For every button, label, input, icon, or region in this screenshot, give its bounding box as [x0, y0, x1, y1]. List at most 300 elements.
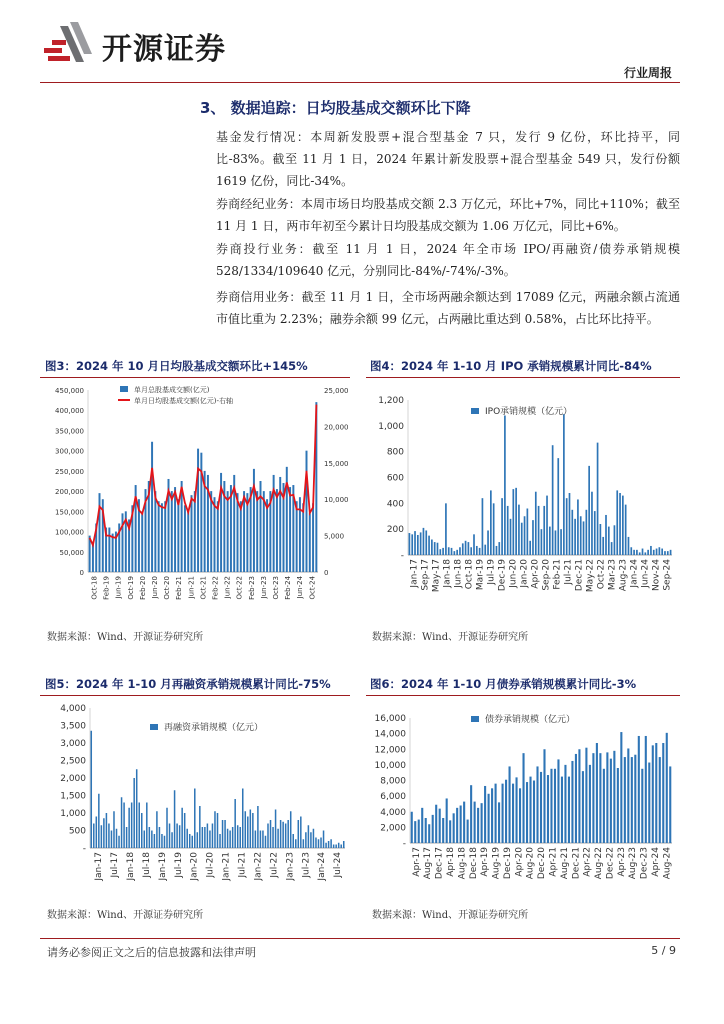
- bar: [453, 551, 455, 555]
- bar: [302, 503, 304, 572]
- bar: [566, 498, 568, 555]
- bar: [418, 820, 420, 843]
- y-tick-label: 600: [386, 473, 404, 484]
- x-tick-label: Apr-19: [480, 846, 491, 877]
- bar: [239, 827, 241, 848]
- x-tick-label: Jul-20: [205, 851, 216, 878]
- bar: [240, 501, 242, 572]
- bar: [488, 794, 490, 843]
- legend-swatch-bar: [120, 386, 128, 392]
- x-tick-label: Dec-21: [574, 559, 585, 592]
- bar: [113, 811, 115, 848]
- y2-tick-label: 0: [324, 569, 329, 577]
- bar: [636, 550, 638, 555]
- x-tick-label: Apr-23: [616, 846, 627, 877]
- bar: [262, 831, 264, 849]
- bar: [515, 777, 517, 843]
- bar: [309, 513, 311, 572]
- bar: [428, 824, 430, 843]
- x-tick-label: Jan-21: [221, 852, 232, 881]
- y-tick-label: 4,000: [380, 807, 406, 818]
- bar: [656, 549, 658, 555]
- figure-5-rule: [40, 695, 350, 696]
- bar: [417, 535, 419, 555]
- bar: [323, 831, 325, 849]
- paragraph-fund: 基金发行情况：本周新发股票+混合型基金 7 只，发行 9 亿份，环比持平，同比-83%。截至 11 月 1 日，2024 年累计新发股票+混合型基金 549 只，发行份额 1619 亿份，同比-34%。: [216, 130, 680, 188]
- x-tick-label: Jun-21: [187, 576, 196, 599]
- x-tick-label: Dec-22: [605, 846, 616, 880]
- bar: [310, 832, 312, 848]
- page-number: 5 / 9: [651, 944, 676, 957]
- y-tick-label: 2,000: [380, 823, 406, 834]
- x-tick-label: Apr-20: [530, 559, 541, 589]
- bar: [227, 829, 229, 848]
- bar: [118, 836, 120, 848]
- y-tick-label: 150,000: [55, 508, 84, 517]
- bar: [437, 543, 439, 555]
- bar: [575, 754, 577, 843]
- x-tick-label: Jan-20: [519, 559, 530, 588]
- bar: [159, 827, 161, 848]
- paragraph-credit: 券商信用业务：截至 11 月 1 日，全市场两融余额达到 17089 亿元，两融余额占流通市值比重为 2.23%；融券余额 99 亿元，占两融比重达到 0.58%，占比环比持平。: [216, 290, 680, 326]
- figure-3-title: 图3：2024 年 10 月日均股基成交额环比+145%: [45, 359, 308, 373]
- bar: [592, 753, 594, 843]
- bar: [460, 806, 462, 844]
- bar: [642, 549, 644, 555]
- figure-3-rule: [40, 377, 350, 378]
- bar: [318, 839, 320, 848]
- x-tick-label: Apr-17: [411, 847, 422, 877]
- bar: [156, 811, 158, 848]
- bar: [154, 834, 156, 848]
- x-tick-label: Dec-23: [639, 846, 650, 880]
- bar: [502, 784, 504, 843]
- bar: [177, 499, 179, 572]
- bar: [611, 542, 613, 555]
- x-tick-label: Jun-22: [223, 575, 232, 599]
- bar: [603, 769, 605, 843]
- bar: [141, 511, 143, 572]
- bar: [234, 799, 236, 848]
- legend-label: IPO承销规模（亿元）: [485, 407, 573, 417]
- bar: [202, 827, 204, 848]
- y-tick-label: 0: [79, 569, 84, 577]
- bar: [628, 537, 630, 555]
- bar: [582, 771, 584, 843]
- x-tick-label: Jul-22: [269, 852, 280, 878]
- bar: [270, 820, 272, 848]
- bar: [456, 808, 458, 843]
- x-tick-label: Aug-20: [525, 846, 536, 880]
- bar: [425, 818, 427, 843]
- bar: [186, 829, 188, 848]
- bar: [435, 805, 437, 843]
- x-tick-label: Apr-20: [514, 846, 525, 877]
- bar: [280, 820, 282, 848]
- figure-6-source: 数据来源：Wind、开源证券研究所: [372, 910, 529, 921]
- bar: [181, 808, 183, 848]
- bar: [257, 806, 259, 848]
- x-tick-label: Jan-18: [125, 851, 136, 881]
- bar: [209, 831, 211, 849]
- bar: [411, 534, 413, 555]
- bar: [608, 527, 610, 555]
- bar: [252, 813, 254, 848]
- x-tick-label: Feb-19: [102, 576, 111, 600]
- x-tick-label: Oct-18: [90, 576, 99, 600]
- bar: [93, 824, 95, 849]
- bar: [237, 825, 239, 848]
- bar: [292, 834, 294, 848]
- x-tick-label: Sep-20: [541, 559, 552, 591]
- bar: [518, 505, 520, 555]
- bar: [411, 812, 413, 843]
- legend-label: 再融资承销规模（亿元）: [164, 723, 264, 733]
- bar: [442, 818, 444, 843]
- series-line: [90, 405, 317, 545]
- bar: [519, 788, 521, 843]
- bar: [191, 495, 193, 572]
- x-tick-label: Jan-18: [442, 559, 453, 588]
- bar: [580, 516, 582, 555]
- bar: [554, 769, 556, 843]
- bar: [333, 845, 335, 849]
- bar: [498, 542, 500, 555]
- bar: [138, 803, 140, 849]
- y2-tick-label: 20,000: [324, 423, 349, 432]
- x-tick-label: Jun-20: [508, 559, 519, 588]
- x-tick-label: May-22: [585, 559, 596, 593]
- bar: [217, 813, 219, 848]
- bar: [164, 501, 166, 572]
- bar: [194, 789, 196, 849]
- x-tick-label: Jul-24: [333, 851, 344, 878]
- bar: [614, 525, 616, 555]
- bar: [101, 825, 103, 848]
- bar: [305, 832, 307, 848]
- bar: [613, 751, 615, 843]
- y-tick-label: 450,000: [55, 387, 84, 395]
- bar: [149, 827, 151, 848]
- figure-4-title: 图4：2024 年 1-10 月 IPO 承销规模累计同比-84%: [370, 359, 652, 373]
- x-tick-label: Feb-20: [138, 576, 147, 600]
- bar: [184, 505, 186, 572]
- bar: [634, 755, 636, 843]
- bar: [617, 768, 619, 843]
- x-tick-label: Apr-18: [446, 847, 457, 877]
- bar: [527, 509, 529, 556]
- footer-rule: [40, 938, 680, 939]
- bar: [210, 491, 212, 572]
- bar: [496, 546, 498, 555]
- bar: [543, 749, 545, 843]
- bar: [207, 824, 209, 849]
- bar: [622, 496, 624, 555]
- bar: [91, 731, 93, 848]
- bar: [287, 820, 289, 848]
- x-tick-label: Jun-23: [259, 575, 268, 599]
- bar: [470, 547, 472, 555]
- bar: [535, 492, 537, 555]
- bar: [343, 841, 345, 848]
- bar: [434, 542, 436, 555]
- bar: [229, 831, 231, 849]
- bar: [585, 510, 587, 555]
- bar: [276, 489, 278, 572]
- bar: [204, 827, 206, 848]
- bar: [495, 784, 497, 843]
- y-tick-label: 100,000: [55, 528, 84, 537]
- x-tick-label: Apr-21: [548, 847, 559, 877]
- bar: [541, 529, 543, 555]
- bar: [146, 803, 148, 849]
- bar: [661, 549, 663, 555]
- bar: [432, 815, 434, 843]
- bar: [144, 831, 146, 849]
- figure-5-chart: [40, 698, 355, 898]
- x-tick-label: Oct-20: [163, 576, 172, 600]
- bar: [266, 499, 268, 572]
- footer-disclaimer: 请务必参阅正文之后的信息披露和法律声明: [47, 946, 256, 959]
- report-type: 行业周报: [623, 66, 672, 80]
- y-tick-label: 500: [68, 826, 86, 837]
- bar: [610, 759, 612, 843]
- y-tick-label: 800: [386, 447, 404, 458]
- bar: [462, 543, 464, 555]
- bar: [563, 414, 565, 555]
- bar: [484, 786, 486, 843]
- figure-5-title: 图5：2024 年 1-10 月再融资承销规模累计同比-75%: [45, 677, 331, 691]
- y-tick-label: 250,000: [55, 467, 84, 476]
- x-tick-label: Aug-22: [594, 847, 605, 880]
- bar: [647, 550, 649, 555]
- bar: [166, 808, 168, 848]
- x-tick-label: Jun-19: [114, 576, 123, 599]
- bar: [574, 519, 576, 555]
- bar: [126, 827, 128, 848]
- bar: [670, 550, 672, 555]
- bar: [245, 811, 247, 848]
- bar: [260, 481, 262, 572]
- bar: [265, 836, 267, 848]
- bar: [509, 766, 511, 843]
- bar: [300, 817, 302, 849]
- x-tick-label: Jan-24: [629, 559, 640, 588]
- bar: [543, 506, 545, 555]
- bar: [256, 491, 258, 572]
- x-tick-label: Aug-21: [559, 847, 570, 880]
- bar: [522, 753, 524, 843]
- bar: [232, 827, 234, 848]
- bar: [108, 824, 110, 849]
- bar: [482, 498, 484, 555]
- bar: [546, 496, 548, 555]
- bar: [571, 510, 573, 555]
- bar: [212, 824, 214, 849]
- bar: [561, 777, 563, 843]
- x-tick-label: Mar-19: [475, 559, 486, 591]
- bar: [564, 765, 566, 843]
- x-tick-label: Jan-23: [285, 851, 296, 881]
- bar: [176, 824, 178, 849]
- x-tick-label: Jun-20: [151, 576, 160, 599]
- bar: [479, 548, 481, 555]
- x-tick-label: May-17: [431, 559, 442, 593]
- bar: [529, 541, 531, 555]
- bar: [463, 802, 465, 843]
- bar: [154, 491, 156, 572]
- x-tick-label: Mar-23: [607, 559, 618, 591]
- bar: [533, 781, 535, 844]
- bar: [549, 527, 551, 555]
- bar: [409, 533, 411, 555]
- bar: [313, 829, 315, 848]
- bar: [335, 845, 337, 849]
- legend-label: 债券承销规模（亿元）: [485, 715, 576, 725]
- x-tick-label: Jan-22: [253, 851, 264, 881]
- bar: [227, 491, 229, 572]
- bar: [605, 515, 607, 555]
- bar: [112, 534, 114, 572]
- legend-label: 单月日均股基成交额(亿元)-右轴: [134, 397, 233, 405]
- y-tick-label: 300,000: [55, 447, 84, 456]
- legend-swatch-bar: [471, 716, 479, 722]
- paragraph-brokerage: 券商经纪业务：本周市场日均股基成交额 2.3 万亿元，环比+7%，同比+110%；截至 11 月 1 日，两市年初至今累计日均股基成交额为 1.06 万亿元，同比+6%。: [216, 197, 680, 233]
- bar: [308, 825, 310, 848]
- bar: [481, 803, 483, 843]
- bar: [116, 829, 118, 848]
- bar: [108, 528, 110, 572]
- bar: [529, 777, 531, 843]
- bar: [589, 765, 591, 843]
- y-tick-label: 12,000: [374, 745, 406, 756]
- bar: [158, 501, 160, 572]
- bar: [325, 843, 327, 848]
- bar: [577, 499, 579, 555]
- bar: [330, 839, 332, 848]
- header-rule: [40, 82, 680, 83]
- y-tick-label: 50,000: [59, 548, 84, 557]
- bar: [602, 537, 604, 555]
- legend-swatch-bar: [150, 724, 158, 730]
- bar: [588, 466, 590, 555]
- bar: [650, 546, 652, 555]
- x-tick-label: Dec-17: [434, 847, 445, 880]
- bar: [645, 736, 647, 843]
- bar: [306, 451, 308, 572]
- bar: [507, 506, 509, 555]
- bar: [536, 766, 538, 843]
- bar: [638, 736, 640, 843]
- bar: [571, 761, 573, 843]
- bar: [197, 832, 199, 848]
- y-tick-label: 16,000: [374, 714, 406, 724]
- bar: [491, 788, 493, 843]
- bar: [121, 797, 123, 848]
- y-tick-label: 1,000: [60, 809, 86, 819]
- bar: [222, 820, 224, 848]
- bar: [219, 834, 221, 848]
- bar: [161, 834, 163, 848]
- y-tick-label: 6,000: [380, 792, 406, 803]
- x-tick-label: Feb-21: [175, 576, 184, 600]
- bar: [122, 513, 124, 572]
- bar: [189, 834, 191, 848]
- x-tick-label: Jul-23: [301, 852, 312, 878]
- bar: [255, 831, 257, 849]
- bar: [560, 529, 562, 555]
- y2-tick-label: 15,000: [324, 459, 349, 468]
- x-tick-label: Aug-18: [457, 847, 468, 880]
- x-tick-label: Dec-20: [537, 847, 548, 880]
- bar: [655, 743, 657, 843]
- bar: [630, 547, 632, 555]
- bar: [470, 785, 472, 843]
- bar: [164, 836, 166, 848]
- bar: [477, 808, 479, 843]
- x-tick-label: Jul-18: [141, 852, 152, 878]
- x-tick-label: Apr-22: [582, 847, 593, 877]
- y-tick-label: 2,500: [60, 756, 86, 767]
- bar: [141, 813, 143, 848]
- x-tick-label: Oct-18: [464, 559, 475, 590]
- x-tick-label: Sep-17: [420, 559, 431, 591]
- bar: [340, 845, 342, 849]
- bar: [425, 530, 427, 555]
- bar: [290, 811, 292, 848]
- bar: [639, 552, 641, 555]
- bar: [295, 839, 297, 848]
- y-tick-label: 3,000: [60, 739, 86, 749]
- figure-6-chart: [366, 698, 680, 898]
- bar: [194, 491, 196, 572]
- bar: [524, 516, 526, 555]
- bar: [596, 743, 598, 843]
- bar: [171, 832, 173, 848]
- bar: [600, 524, 602, 555]
- x-tick-label: Oct-24: [308, 575, 317, 600]
- paragraph-ib: 券商投行业务：截至 11 月 1 日，2024 年全市场 IPO/再融资/债券承销规模 528/1334/109640 亿元，分别同比-84%/-74%/-3%。: [216, 242, 680, 278]
- x-tick-label: Aug-17: [423, 847, 434, 880]
- bar: [243, 491, 245, 572]
- logo-text: 开源证券: [102, 32, 226, 67]
- bar: [465, 541, 467, 555]
- bar: [583, 521, 585, 555]
- bar: [421, 808, 423, 843]
- y-tick-label: 8,000: [380, 776, 406, 787]
- x-tick-label: Feb-23: [247, 575, 256, 600]
- legend-label: 单月总股基成交额(亿元): [134, 386, 210, 394]
- logo-mark-icon: [40, 18, 100, 68]
- bar: [103, 818, 105, 848]
- y-tick-label: 4,000: [60, 704, 86, 714]
- bar: [667, 551, 669, 555]
- bar: [594, 511, 596, 555]
- bar: [578, 749, 580, 843]
- bar: [456, 550, 458, 555]
- bar: [597, 443, 599, 555]
- bar: [498, 802, 500, 843]
- x-tick-label: Oct-19: [126, 576, 135, 600]
- bar: [439, 549, 441, 555]
- y-tick-label: 10,000: [374, 760, 406, 771]
- y-tick-label: 200,000: [55, 488, 84, 497]
- y-tick-label: -: [82, 844, 86, 854]
- bar: [169, 824, 171, 849]
- bar: [476, 546, 478, 555]
- figure-4-rule: [366, 377, 680, 378]
- bar: [619, 493, 621, 555]
